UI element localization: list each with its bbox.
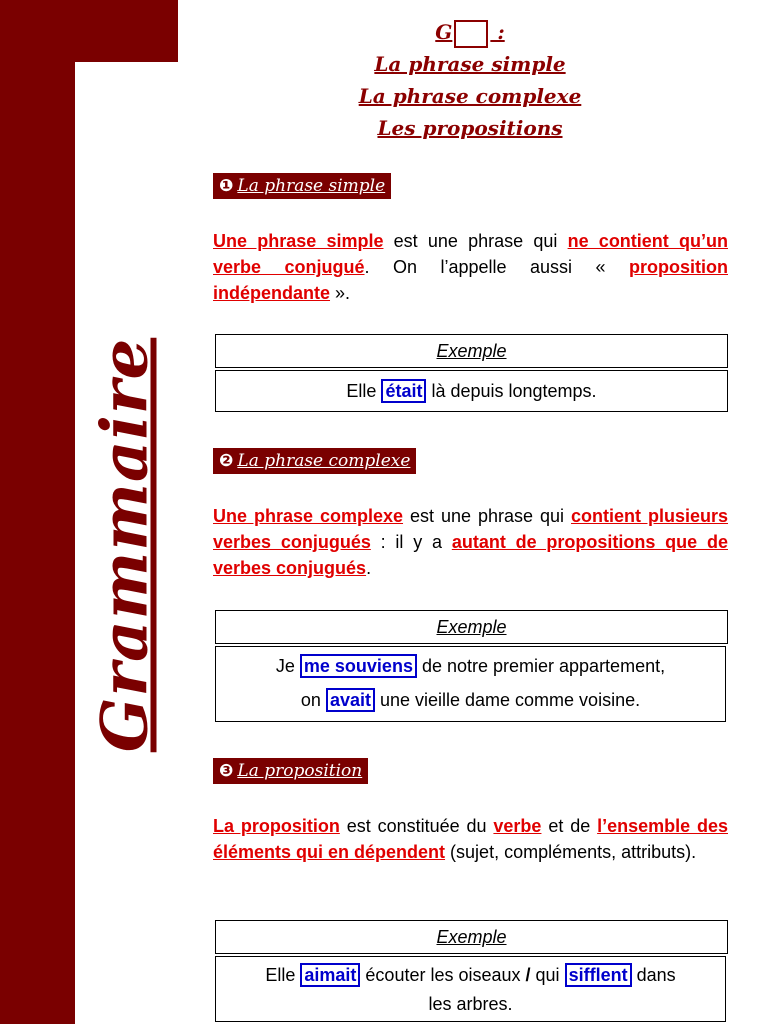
verb-highlight: me souviens: [300, 654, 417, 678]
section-1-example-header: [215, 334, 728, 368]
text: ».: [330, 283, 351, 303]
text: est une phrase qui: [403, 506, 572, 526]
term-la-proposition: La proposition: [213, 816, 340, 836]
text: : il y a: [370, 532, 452, 552]
section-3-number: ❸: [219, 761, 234, 781]
title-prefix: G: [435, 20, 453, 44]
section-1-number: ❶: [219, 176, 234, 196]
section-2-example-header: [215, 610, 728, 644]
heading-line-1: La phrase simple: [374, 52, 566, 76]
term-plusieurs-verbes: contient plusieurs verbes conjugués: [213, 506, 729, 552]
section-3-example-body: [215, 956, 726, 1022]
term-verbe: verbe: [493, 816, 542, 836]
text: .: [366, 558, 372, 578]
verb-highlight: avait: [326, 688, 375, 712]
text: de notre premier appartement,: [416, 656, 666, 676]
section-3-example-header: [215, 920, 728, 954]
text: dans les arbres.: [428, 965, 676, 1014]
text: . On l’appelle aussi «: [364, 257, 630, 277]
section-3-title: La proposition: [237, 761, 363, 781]
section-2-title: La phrase complexe: [237, 451, 411, 471]
text: une vieille dame comme voisine.: [374, 690, 641, 710]
text: écouter les oiseaux: [360, 965, 526, 985]
term-phrase-simple: Une phrase simple: [213, 231, 384, 251]
text: est constituée du: [339, 816, 494, 836]
vertical-title: Grammaire: [87, 337, 163, 753]
text: là depuis longtemps.: [426, 381, 597, 401]
text: et de: [541, 816, 598, 836]
separator-slash: /: [525, 965, 531, 985]
section-2-paragraph: [213, 503, 728, 581]
section-1-example-body: [215, 370, 728, 412]
text: qui: [530, 965, 565, 985]
title-suffix: :: [490, 20, 505, 44]
verb-highlight: aimait: [300, 963, 360, 987]
term-ensemble-des-elements: l’ensemble des éléments qui en dépendent: [213, 816, 728, 862]
heading-line-3: Les propositions: [377, 116, 563, 140]
example-label: Exemple: [436, 341, 507, 361]
heading-line-2: La phrase complexe: [358, 84, 582, 108]
text: Elle: [265, 965, 301, 985]
term-phrase-complexe: Une phrase complexe: [213, 506, 404, 526]
section-1-title: La phrase simple: [237, 176, 386, 196]
verb-highlight: était: [381, 379, 426, 403]
sidebar-band: [0, 0, 75, 1024]
title-box: [454, 20, 488, 48]
section-2-badge: [213, 448, 416, 474]
term-autant-de-propositions: autant de propositions que de verbes conjugués: [213, 532, 728, 578]
term-proposition-independante: proposition indépendante: [213, 257, 728, 303]
text: Je: [275, 656, 300, 676]
term-un-verbe: ne contient qu’un verbe conjugué: [213, 231, 728, 277]
text: (sujet, compléments, attributs).: [445, 842, 697, 862]
section-2-example-body: [215, 646, 726, 722]
section-2-number: ❷: [219, 451, 234, 471]
verb-highlight: sifflent: [565, 963, 632, 987]
section-3-badge: [213, 758, 368, 784]
section-1-paragraph: [213, 228, 728, 306]
example-label: Exemple: [436, 927, 507, 947]
example-label: Exemple: [436, 617, 507, 637]
example-line-2: [216, 683, 725, 717]
section-3-paragraph: [213, 813, 728, 865]
text: on: [300, 690, 326, 710]
example-line-1: [216, 649, 725, 683]
text: est une phrase qui: [383, 231, 568, 251]
page-title: [260, 16, 680, 48]
section-1-badge: [213, 173, 391, 199]
text: Elle: [346, 381, 382, 401]
